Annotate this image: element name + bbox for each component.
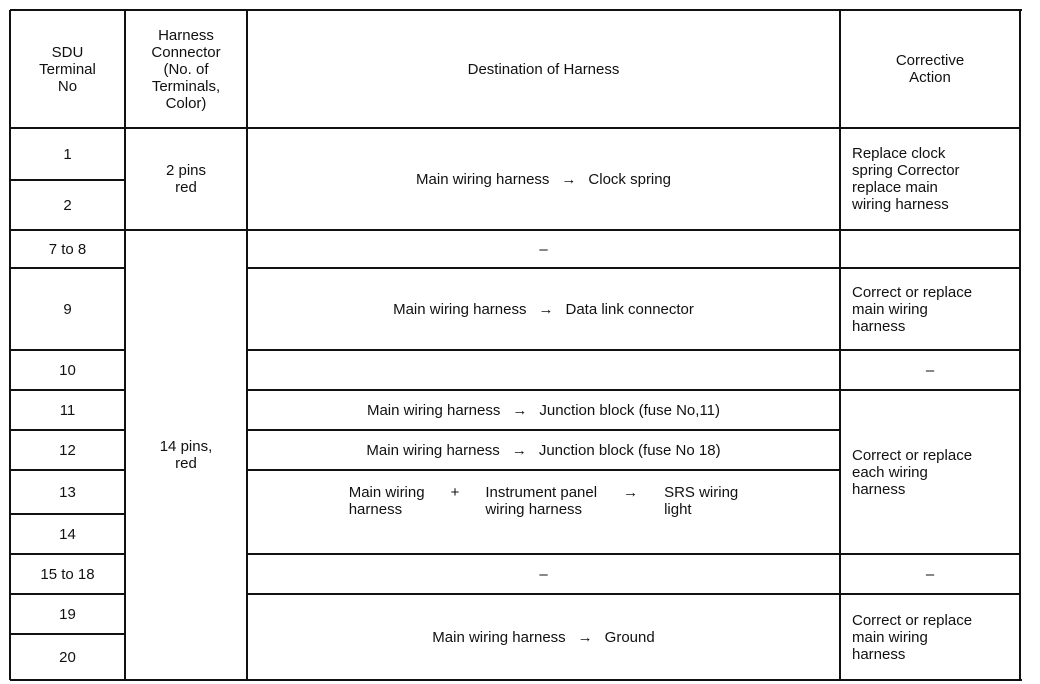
destination-from: Main wiring harness: [366, 401, 501, 419]
action-row-15-18: –: [925, 565, 935, 583]
destination-row-15-18: –: [539, 565, 548, 583]
destination-row-7-8: –: [539, 240, 548, 258]
destination-part-b: Instrument panel wiring harness: [485, 484, 598, 518]
header-sdu-terminal: SDU Terminal No: [39, 43, 96, 95]
destination-to: Junction block (fuse No 18): [538, 441, 721, 459]
arrow-icon: →: [511, 441, 527, 459]
destination-row-13-14: [247, 470, 840, 554]
destination-row-9: [247, 268, 840, 350]
terminal-14: 14: [59, 525, 76, 543]
arrow-icon: →: [561, 170, 577, 188]
connector-2-pins-red: 2 pins red: [165, 162, 207, 196]
destination-from: Main wiring harness: [393, 300, 527, 318]
destination-to: Ground: [604, 628, 655, 646]
terminal-15-to-18: 15 to 18: [40, 565, 95, 583]
terminal-1: 1: [63, 145, 72, 163]
header-harness-connector: Harness Connector (No. of Terminals, Color): [151, 26, 221, 112]
terminal-9: 9: [63, 300, 72, 318]
destination-row-12: [247, 430, 840, 470]
destination-row-19-20: [247, 594, 840, 680]
terminal-7-to-8: 7 to 8: [48, 240, 87, 258]
destination-to: Data link connector: [565, 300, 694, 318]
destination-part-a: Main wiring harness: [348, 484, 425, 518]
plus-icon: +: [450, 484, 460, 501]
terminal-10: 10: [59, 361, 76, 379]
destination-part-c: SRS wiring light: [664, 484, 739, 518]
action-row-19-20: Correct or replace main wiring harness: [852, 611, 973, 663]
terminal-11: 11: [59, 401, 76, 419]
terminal-2: 2: [63, 196, 72, 214]
arrow-icon: →: [577, 628, 593, 646]
arrow-icon: →: [623, 484, 639, 501]
terminal-12: 12: [59, 441, 76, 459]
header-destination: Destination of Harness: [467, 60, 620, 78]
destination-row-1-2: [247, 128, 840, 230]
arrow-icon: →: [512, 401, 528, 419]
action-row-9: Correct or replace main wiring harness: [852, 283, 973, 335]
header-corrective-action: Corrective Action: [895, 52, 965, 86]
action-row-1-2: Replace clock spring Corrector replace main wiring harness: [852, 145, 960, 213]
action-row-10: –: [925, 361, 935, 379]
terminal-19: 19: [59, 605, 76, 623]
destination-from: Main wiring harness: [432, 628, 566, 646]
action-row-11-14: Correct or replace each wiring harness: [852, 446, 973, 498]
destination-from: Main wiring harness: [366, 441, 500, 459]
destination-from: Main wiring harness: [416, 170, 550, 188]
destination-to: Clock spring: [588, 170, 671, 188]
terminal-13: 13: [59, 483, 76, 501]
arrow-icon: →: [538, 300, 554, 318]
destination-row-11: [247, 390, 840, 430]
destination-to: Junction block (fuse No,11): [539, 401, 721, 419]
terminal-20: 20: [59, 648, 76, 666]
connector-14-pins-red: 14 pins, red: [159, 438, 213, 472]
